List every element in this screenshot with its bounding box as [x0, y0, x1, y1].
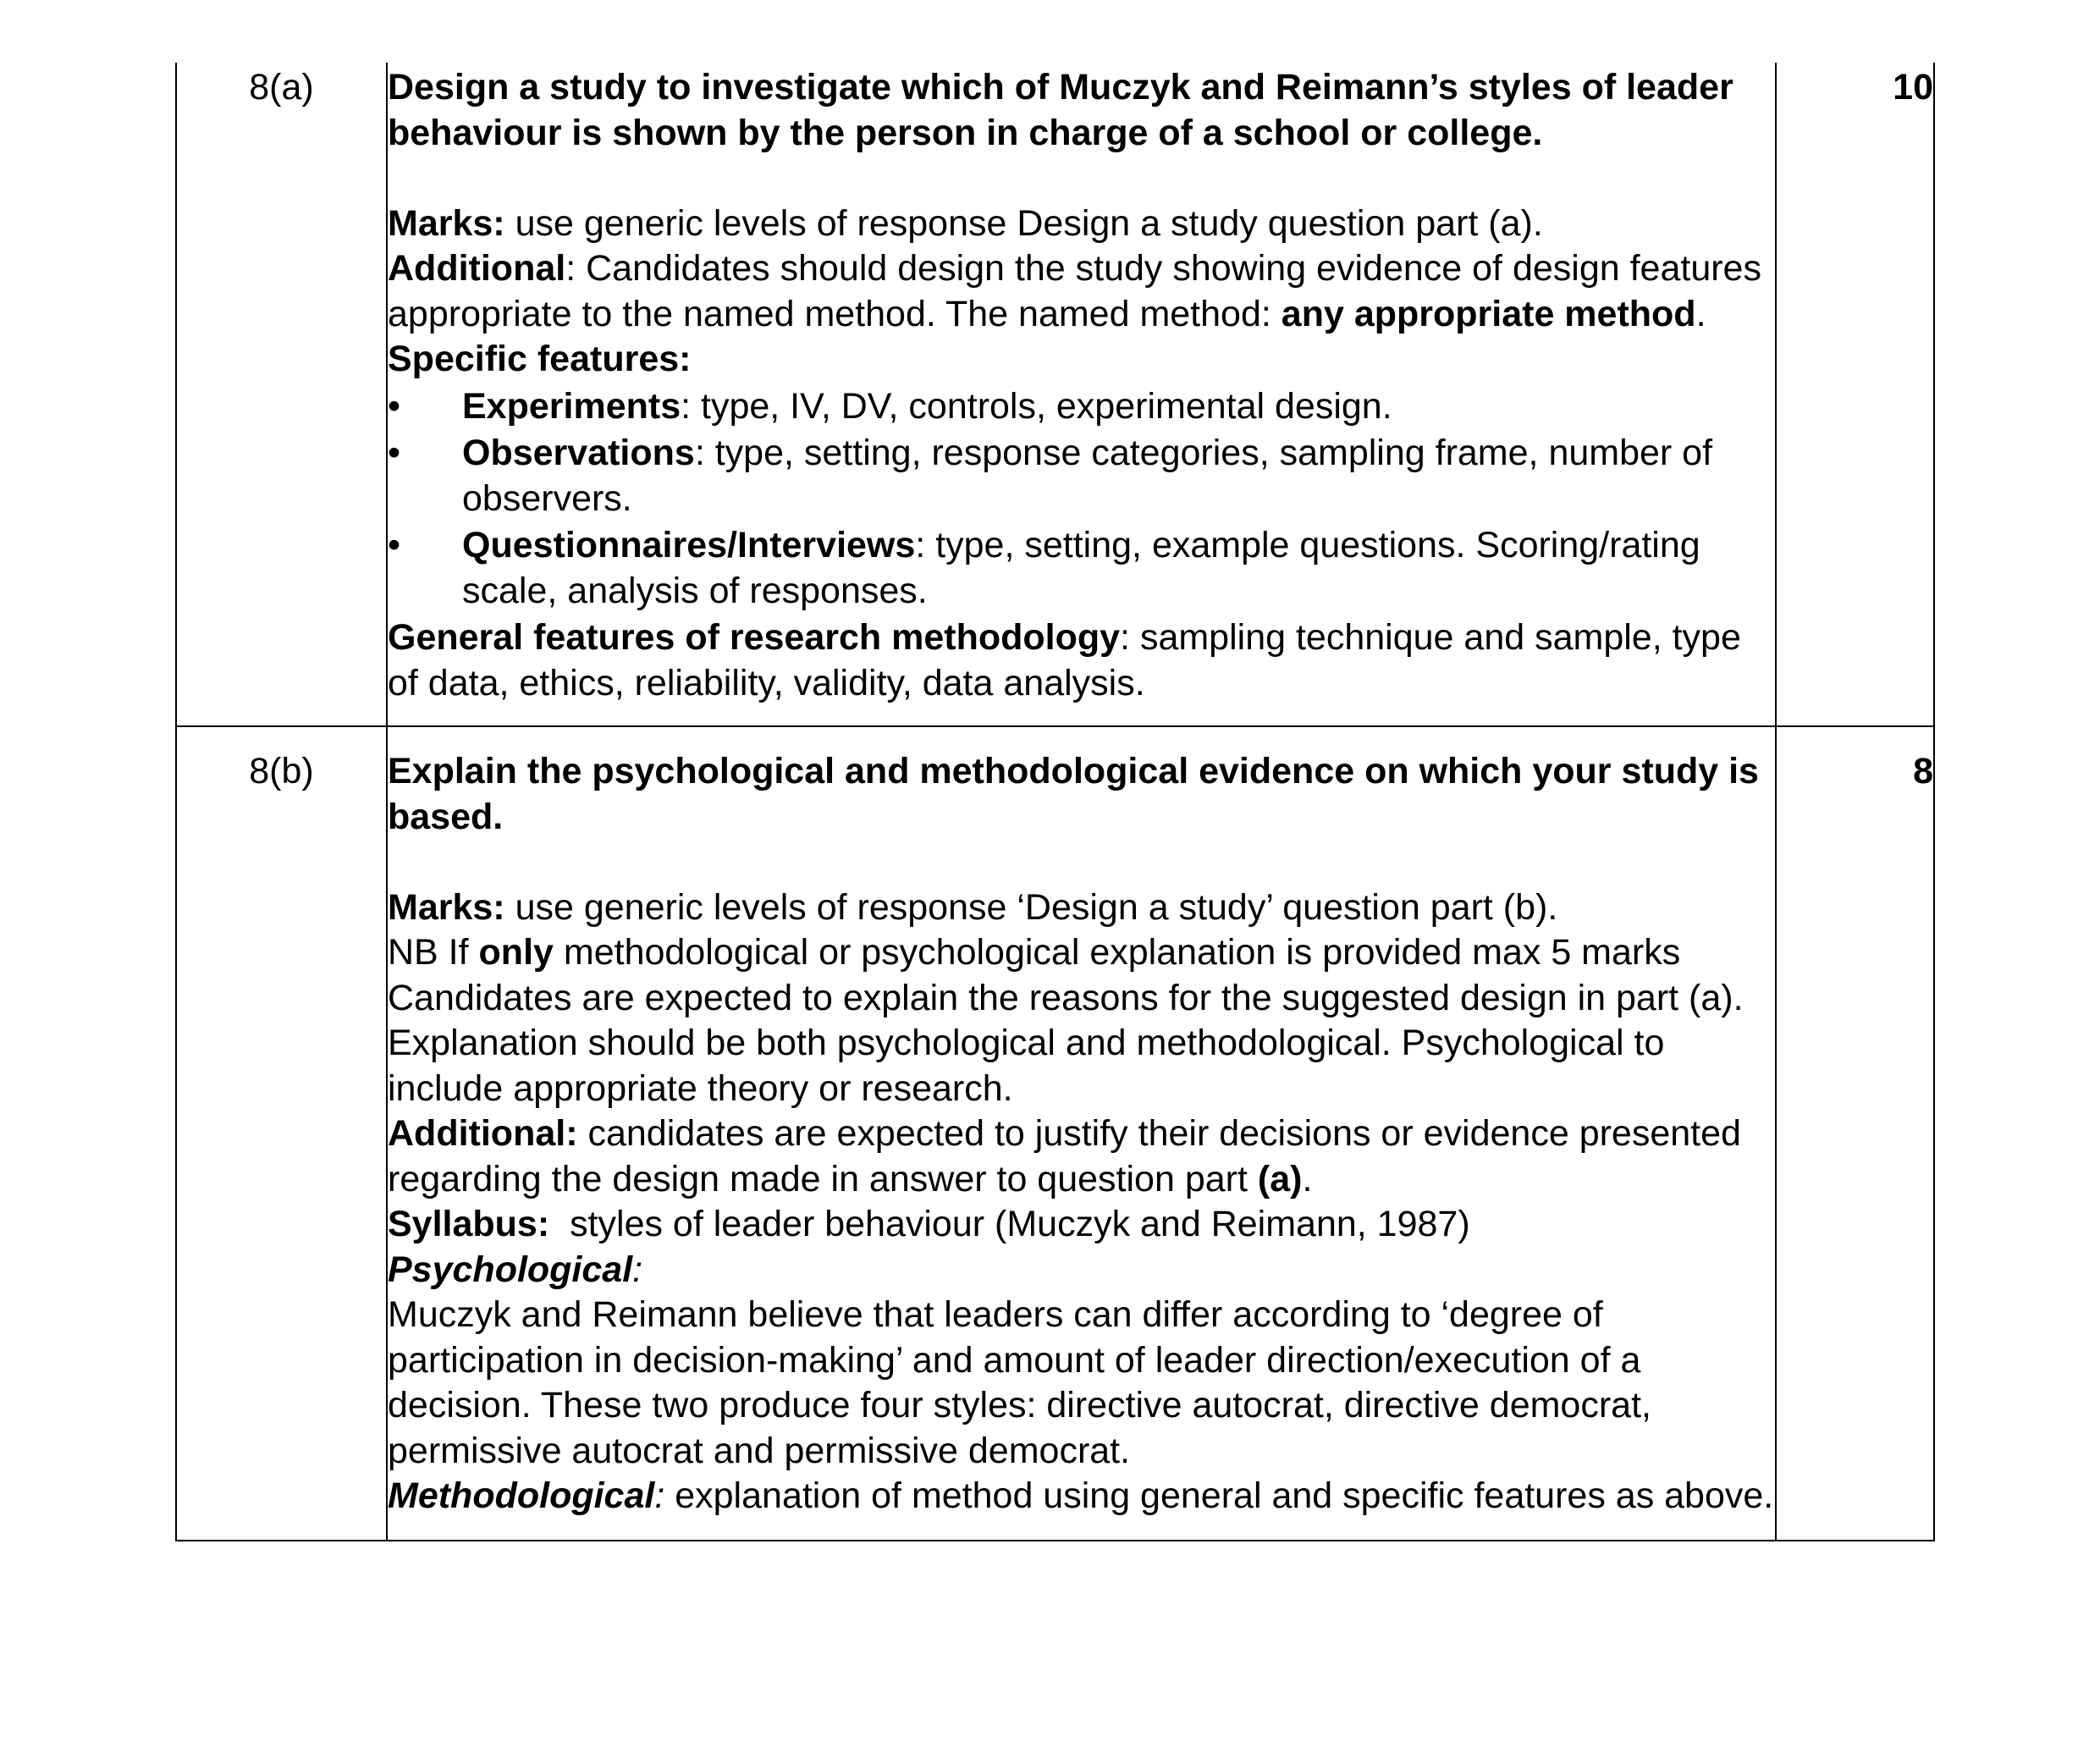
mark-scheme-table	[175, 63, 1935, 1541]
question-prompt: Design a study to investigate which of Muczyk and Reimann’s styles of leader behaviour is shown by the person in charge of a school or college.	[388, 67, 1733, 153]
table-row-8a	[176, 63, 1934, 726]
answer-guidance-cell	[387, 726, 1776, 1541]
list-item: • Experiments: type, IV, DV, controls, experimental design.	[388, 384, 1775, 430]
question-prompt: Explain the psychological and methodological evidence on which your study is based.	[388, 751, 1759, 837]
additional-guidance: Additional: Candidates should design the study showing evidence of design features appropriate to the named method. The named method: any appropriate method.	[388, 248, 1761, 334]
bullet-icon: •	[388, 433, 401, 473]
psychological-explanation: Muczyk and Reimann believe that leaders can differ according to ‘degree of participation in decision-making’ and amount of leader direction/execution of a decision. These two produce four styles: directive autocrat, directive democrat, permissive autocrat and permissive democrat.	[388, 1294, 1651, 1471]
marks-value: 10	[1776, 63, 1934, 726]
psychological-heading: Psychological:	[388, 1249, 643, 1290]
syllabus-line: Syllabus: styles of leader behaviour (Muczyk and Reimann, 1987)	[388, 1204, 1470, 1244]
candidates-guidance: Candidates are expected to explain the reasons for the suggested design in part (a). Explanation should be both psychological and methodological. Psychological to include appropriate theory or research.	[388, 977, 1744, 1109]
marks-instruction: Marks: use generic levels of response Design a study question part (a).	[388, 202, 1543, 244]
table-row-8b	[176, 726, 1934, 1541]
question-number: 8(a)	[176, 63, 387, 726]
methodological-explanation: Methodological: explanation of method using general and specific features as above.	[388, 1475, 1774, 1516]
specific-features-list	[388, 384, 1775, 615]
marks-instruction: Marks: use generic levels of response ‘Design a study’ question part (b).	[388, 886, 1558, 928]
bullet-icon: •	[388, 525, 401, 565]
question-number: 8(b)	[176, 726, 387, 1541]
list-item: • Questionnaires/Interviews: type, setting, example questions. Scoring/rating scale, analysis of responses.	[388, 525, 1700, 611]
answer-guidance-cell	[387, 63, 1776, 726]
nb-note: NB If only methodological or psychological explanation is provided max 5 marks	[388, 932, 1681, 973]
general-features: General features of research methodology: sampling technique and sample, type of data, ethics, reliability, validity, data analysis.	[388, 617, 1741, 703]
additional-guidance: Additional: candidates are expected to justify their decisions or evidence presented regarding the design made in answer to question part (a).	[388, 1113, 1741, 1199]
list-item: • Observations: type, setting, response categories, sampling frame, number of observers.	[388, 433, 1713, 519]
bullet-icon: •	[388, 385, 401, 427]
specific-features-heading: Specific features:	[388, 339, 692, 379]
marks-value: 8	[1776, 726, 1934, 1541]
